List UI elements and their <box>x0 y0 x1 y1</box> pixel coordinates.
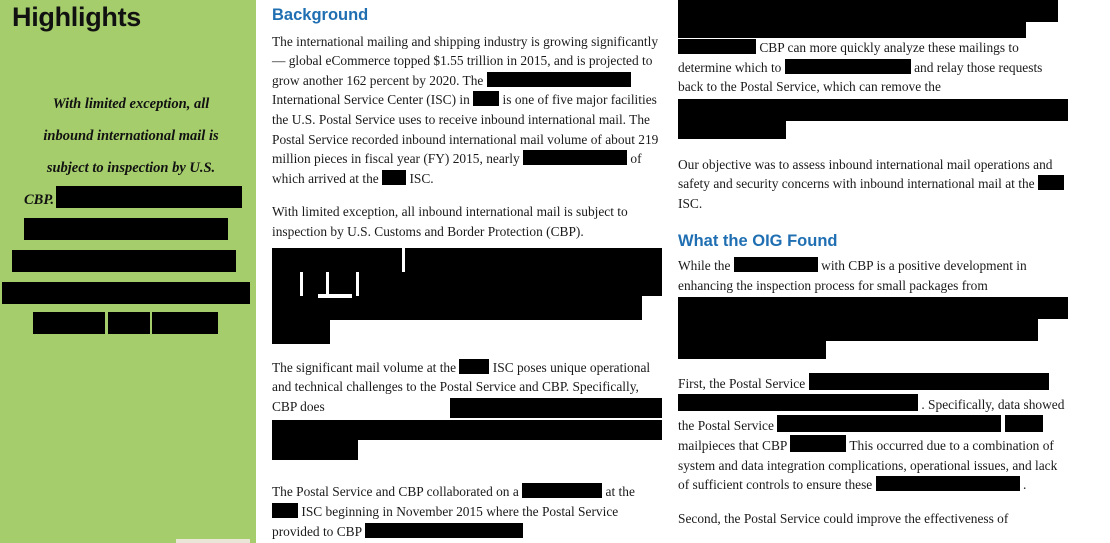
right-paragraph-3-text-b: with CBP is a positive development in enhancing the inspection process for small packages from <box>678 258 1027 293</box>
right-paragraph-1 <box>678 38 1068 97</box>
redaction-notch-1 <box>402 248 405 272</box>
redaction-bar-right-a2 <box>678 22 1026 38</box>
right-paragraph-1-text-a: CBP can more quickly analyze these mailings to determine which to <box>678 40 1019 75</box>
background-paragraph-1 <box>272 32 662 189</box>
redaction-inline-mid-1 <box>487 72 631 87</box>
redaction-inline-right-0 <box>678 39 756 54</box>
redaction-inline-mid-3 <box>523 150 627 165</box>
redaction-bar-sidebar-6 <box>108 312 150 334</box>
redaction-bar-mid-b2 <box>272 272 662 296</box>
redaction-inline-right-5 <box>678 394 918 411</box>
paragraph-4-text-a: The Postal Service and CBP collaborated on a <box>272 484 519 500</box>
redaction-bar-mid-b3 <box>272 296 642 320</box>
redaction-bar-mid-c0 <box>450 398 662 418</box>
redaction-inline-mid-4 <box>382 170 406 185</box>
redaction-block-right-2 <box>678 297 1068 359</box>
pullquote-line-2: inbound international mail is <box>43 128 219 144</box>
redaction-bar-sidebar-7 <box>152 312 218 334</box>
redaction-inline-right-2 <box>1038 175 1064 190</box>
redaction-inline-right-7 <box>1005 415 1043 432</box>
redaction-bar-mid-c1 <box>272 420 662 440</box>
right-paragraph-2-text-b: ISC. <box>678 195 703 211</box>
right-paragraph-3-text-a: While the <box>678 258 731 274</box>
redaction-block-mid-figure <box>272 248 662 344</box>
redaction-inline-right-3 <box>734 257 818 272</box>
redaction-bar-right-b2 <box>678 121 786 139</box>
middle-column <box>272 0 662 541</box>
redaction-notch-4 <box>356 272 359 296</box>
redaction-bar-right-a1 <box>678 0 1058 22</box>
redaction-bar-sidebar-4 <box>2 282 250 304</box>
pullquote-line-1: With limited exception, all <box>52 96 210 112</box>
redaction-inline-right-9 <box>876 476 1020 491</box>
paragraph-3-text-a: The significant mail volume at the <box>272 359 457 375</box>
paragraph-4-text-b: at the <box>605 484 635 500</box>
redaction-inline-mid-8 <box>365 523 523 538</box>
redaction-block-mid-3 <box>272 420 662 468</box>
paragraph-1-text-d: of which arrived at the <box>272 151 642 186</box>
redaction-inline-mid-2 <box>473 91 499 106</box>
right-paragraph-5: Second, the Postal Service could improve the effectiveness of <box>678 510 1009 526</box>
background-paragraph-2: With limited exception, all inbound international mail is subject to inspection by U.S. Customs and Border Protection (CBP). <box>272 204 628 239</box>
right-paragraph-4-text-b: . Specifically, data showed the Postal Service <box>678 396 1065 433</box>
right-paragraph-2-text-a: Our objective was to assess inbound international mail operations and safety and security concerns with inbound international mail at the <box>678 156 1053 192</box>
redaction-inline-mid-6 <box>522 483 602 498</box>
redaction-bar-sidebar-1 <box>56 186 242 208</box>
redaction-bar-mid-c2 <box>272 440 358 460</box>
redaction-bar-right-b1 <box>678 99 1068 121</box>
right-paragraph-4-text-c: mailpieces that CBP <box>678 438 787 454</box>
redaction-inline-mid-7 <box>272 503 298 518</box>
paragraph-4-text-c: ISC beginning in November 2015 where the Postal Service provided to CBP <box>272 503 619 539</box>
highlights-sidebar <box>0 0 256 543</box>
right-column <box>678 0 1068 543</box>
redaction-bar-sidebar-2 <box>24 218 228 240</box>
redaction-block-right-top <box>678 0 1068 38</box>
redaction-bar-right-c3 <box>678 341 826 359</box>
pullquote-line-4: CBP. <box>24 192 54 208</box>
redaction-bar-right-c1 <box>678 297 1068 319</box>
paragraph-3-text-b: ISC poses unique operational and technical challenges to the Postal Service and CBP. Specifically, CBP does <box>272 359 651 414</box>
background-paragraph-4 <box>272 482 662 541</box>
pullquote-line-3: subject to inspection by U.S. <box>46 160 216 176</box>
paragraph-1-text-a: The international mailing and shipping industry is growing significantly — global eCommerce topped $1.55 trillion in 2015, and is projected to grow another 162 percent by 2020. The <box>272 33 659 88</box>
right-paragraph-2 <box>678 155 1068 214</box>
redaction-inline-right-6 <box>777 415 1001 432</box>
redaction-bar-right-c2 <box>678 319 1038 341</box>
redaction-notch-3 <box>326 272 329 296</box>
redaction-inline-right-1 <box>785 59 911 74</box>
redaction-block-right-1 <box>678 99 1068 141</box>
right-paragraph-4-text-e: . <box>1022 477 1027 493</box>
paragraph-1-text-e: ISC. <box>409 170 434 186</box>
paragraph-1-text-c: is one of five major facilities the U.S. Postal Service uses to receive inbound international mail. The Postal Service recorded inbound international mail volume of about 219 million pieces in fiscal year (FY) 2015, nearly <box>272 92 659 167</box>
right-paragraph-4-text-d: This occurred due to a combination of system and data integration complications, operational issues, and lack of sufficient controls to ensure these <box>678 438 1058 493</box>
redaction-bar-mid-b1 <box>272 248 662 272</box>
redaction-inline-right-4 <box>809 373 1049 390</box>
right-paragraph-3 <box>678 256 1068 295</box>
redaction-notch-2 <box>300 272 303 296</box>
redaction-inline-right-8 <box>790 435 846 452</box>
background-heading: Background <box>272 6 369 24</box>
redaction-notch-5 <box>318 294 352 298</box>
redaction-bar-mid-b4 <box>272 320 330 344</box>
redaction-bar-sidebar-3 <box>12 250 236 272</box>
redaction-bar-sidebar-5 <box>33 312 105 334</box>
redaction-inline-mid-5 <box>459 359 489 374</box>
sidebar-bottom-accent <box>176 539 250 543</box>
right-paragraph-4 <box>678 373 1068 495</box>
right-paragraph-4-text-a: First, the Postal Service <box>678 376 806 392</box>
oig-found-heading: What the OIG Found <box>678 231 838 250</box>
page-title: Highlights <box>12 2 141 32</box>
right-paragraph-1-text-b: and relay those requests back to the Postal Service, which can remove the <box>678 59 1043 95</box>
paragraph-1-text-b: International Service Center (ISC) in <box>272 92 470 108</box>
